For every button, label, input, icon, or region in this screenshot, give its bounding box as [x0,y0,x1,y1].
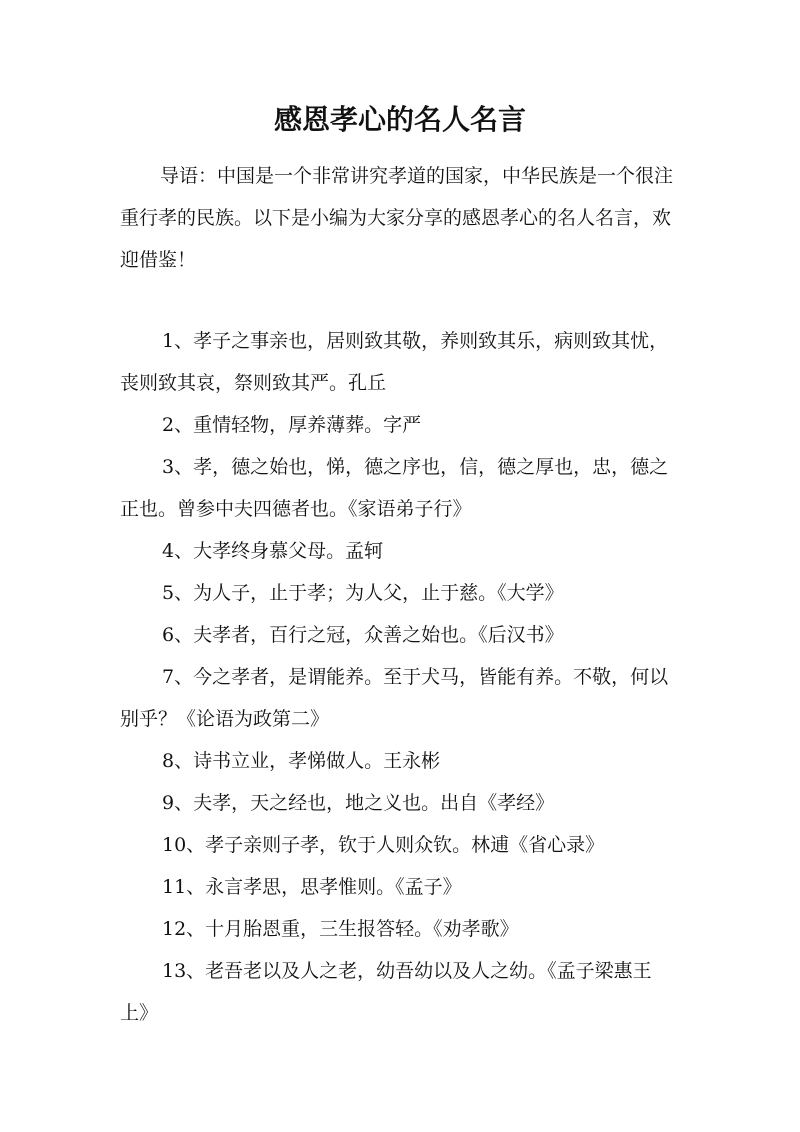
quote-item-1: 1、孝子之事亲也，居则致其敬，养则致其乐，病则致其忧，丧则致其哀，祭则致其严。孔丘 [120,330,669,394]
quote-item-7: 7、今之孝者，是谓能养。至于犬马，皆能有养。不敬，何以别乎？《论语为政第二》 [120,666,669,730]
intro-paragraph: 导语：中国是一个非常讲究孝道的国家，中华民族是一个很注重行孝的民族。以下是小编为大家分享的感恩孝心的名人名言，欢迎借鉴！ [120,165,674,271]
quote-item-11: 11、永言孝思，思孝惟则。《孟子》 [162,876,462,898]
quote-item-3: 3、孝，德之始也，悌，德之序也，信，德之厚也，忠，德之正也。曾参中夫四德者也。《家语弟子行》 [120,456,669,520]
quote-item-8: 8、诗书立业，孝悌做人。王永彬 [162,750,441,772]
quote-item-12: 12、十月胎恩重，三生报答轻。《劝孝歌》 [162,918,519,940]
quote-item-5: 5、为人子，止于孝；为人父，止于慈。《大学》 [162,582,564,604]
quote-item-10: 10、孝子亲则子孝，钦于人则众钦。林逋《省心录》 [162,834,605,856]
quote-item-6: 6、夫孝者，百行之冠，众善之始也。《后汉书》 [162,624,564,646]
page-title: 感恩孝心的名人名言 [273,103,526,136]
quote-list [120,320,680,1034]
quote-item-4: 4、大孝终身慕父母。孟轲 [162,540,384,562]
quote-item-9: 9、夫孝，天之经也，地之义也。出自《孝经》 [162,792,555,814]
quote-item-13: 13、老吾老以及人之老，幼吾幼以及人之幼。《孟子梁惠王上》 [120,960,652,1024]
quote-item-2: 2、重情轻物，厚养薄葬。字严 [162,414,422,436]
